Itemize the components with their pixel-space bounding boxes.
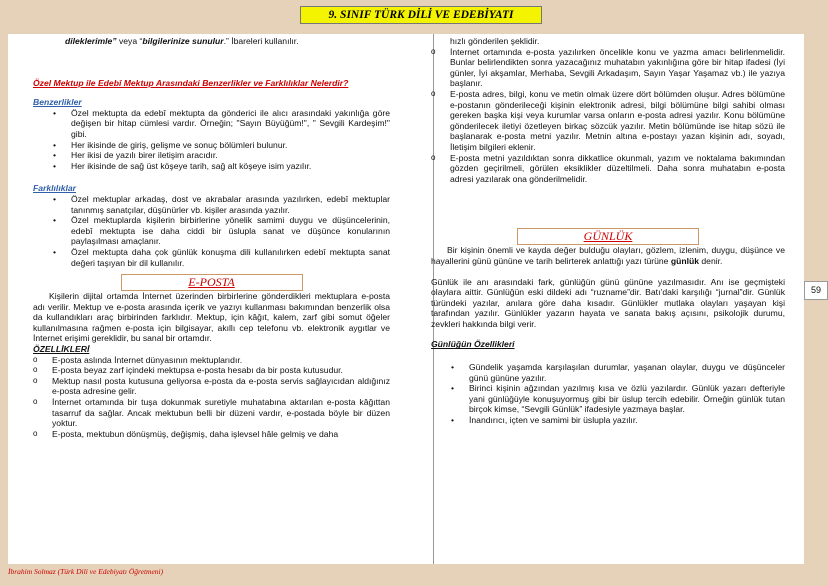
list-item: o İnternet ortamında bir tuşa dokunmak suretiyle muhatabına aktarılan e-posta kâğıttan tasarruf da sağlar. Ancak mektubun belli bir düzeni vardır, e-postada böyle bir düzen yoktur. <box>33 397 390 429</box>
gunluk-definition <box>431 245 785 266</box>
features-heading: ÖZELLİKLERİ <box>33 344 90 355</box>
list-item: • Özel mektuplarda kişilerin birbirlerine yönelik samimi duygu ve düşüncelerinin, edebî mektupta ise daha ciddi bir üslupla sanat ve düşünce konularının paylaşılması amaçlanır. <box>33 215 390 247</box>
right-column <box>431 36 785 426</box>
differences-list <box>33 194 390 268</box>
list-item: o E-posta metni yazıldıktan sonra dikkatlice okunmalı, yazım ve noktalama bakımından gözden geçirilmeli, görülen eksiklikler düzeltilmeli. Daha sonra muhatabın e-posta adresi yazılarak ona gönderilmelidir. <box>431 153 785 185</box>
list-item: o E-posta beyaz zarf içindeki mektupsa e-posta hesabı da bir posta kutusudur. <box>33 365 390 376</box>
closing-phrase-connector: veya “ <box>116 36 143 46</box>
closing-phrase-1: dileklerimle” <box>65 36 117 46</box>
list-item: • Özel mektuplar arkadaş, dost ve akrabalar arasında yazılırken, edebî mektuplar tanınmış sanatçılar, düşünürler vb. kişiler arasında yazılır. <box>33 194 390 215</box>
list-item: o Mektup nasıl posta kutusuna geliyorsa e-posta da e-posta servis sağlayıcıdan aldığınız e-posta adresine gelir. <box>33 376 390 397</box>
list-item: o E-posta aslında İnternet dünyasının mektuplarıdır. <box>33 355 390 366</box>
similarities-heading: Benzerlikler <box>33 97 82 108</box>
list-item: • İnandırıcı, içten ve samimi bir üslupla yazılır. <box>431 415 785 426</box>
eposta-features-continued <box>431 47 785 185</box>
list-item: • Her ikisinde de giriş, gelişme ve sonuç bölümleri bulunur. <box>33 140 390 151</box>
page-header <box>0 0 828 30</box>
footer-author: İbrahim Solmaz (Türk Dili ve Edebiyatı Öğretmeni) <box>8 567 164 576</box>
list-item: o E-posta, mektubun dönüşmüş, değişmiş, daha işlevsel hâle gelmiş ve daha <box>33 429 390 440</box>
list-item: • Gündelik yaşamda karşılaşılan durumlar, yaşanan olaylar, duygu ve düşünceler günü gününe yazılır. <box>431 362 785 383</box>
course-title: 9. SINIF TÜRK DİLİ VE EDEBİYATI <box>300 6 542 24</box>
continued-line: hızlı gönderilen şeklidir. <box>450 36 540 46</box>
list-item: o İnternet ortamında e-posta yazılırken öncelikle konu ve yazma amacı belirlenmelidir. Bunlar belirlendikten sonra yazacağınız muhatabın yakınlığına göre bir hitap ifadesi (İyi günler, İyi akşamlar, Merhaba, Sevgili Arkadaşım, Sayın Yaşar Yaşamaz vb.) ile yazıya başlanır. <box>431 47 785 89</box>
eposta-features-list <box>33 355 390 440</box>
closing-phrases-line <box>65 36 390 47</box>
closing-phrase-2: bilgilerinize sunulur <box>142 36 224 46</box>
eposta-title: E-POSTA <box>121 274 303 291</box>
closing-phrase-end: .” İbareleri kullanılır. <box>223 36 299 46</box>
similarities-list <box>33 108 390 172</box>
gunluk-paragraph: Günlük ile anı arasındaki fark, günlüğün günü gününe yazılmasıdır. Anı ise geçmişteki olaylara aittir. Günlüğün eski dildeki adı “ruzname”dir. Batı’daki karşılığı “jurnal”dir. Günlük türündeki yazılar, anılara göre daha kısadır. Günlükler mutlaka olayları yaşayan kişi tarafından yazılır. Günlükler yazarın hayata ve sanata bakış açısını, psikolojik durumu, zevkleri hakkında bilgi verir. <box>431 276 785 329</box>
left-column <box>33 36 390 439</box>
gunluk-features-list <box>431 362 785 426</box>
gunluk-definition-end: denir. <box>699 255 723 266</box>
list-item: o E-posta adres, bilgi, konu ve metin olmak üzere dört bölümden oluşur. Adres bölümüne e-postanın gönderileceği kişinin elektronik adresi, bilgi bölümüne bilgi sahibi olması gereken başka kişi veya kurumlar varsa onların e-posta adresi yazılır. Konu bölümüne gönderilecek iletiyi özetleyen birkaç sözcük yazılır. Metin bölümünde ise hitap sözü ile başlanarak e-posta metni yazılır. Metnin altına e-postayı yazan kişinin adı, soyadı, İletişim bilgileri eklenir. <box>431 89 785 153</box>
gunluk-definition-text: Bir kişinin önemli ve kayda değer bulduğu olayları, gözlem, izlenim, duygu, düşünce ve hayallerini günü gününe ve tarih belirterek anlattığı yazı türüne <box>431 245 785 266</box>
page-number: 59 <box>804 281 828 300</box>
gunluk-features-heading: Günlüğün Özellikleri <box>431 339 515 350</box>
eposta-paragraph: Kişilerin dijital ortamda İnternet üzerinden birbirlerine gönderdikleri mektuplara e-posta adı verilir. Mektup ve e-posta arasında içerik ve yazıyı kullanması bakımından benzerlik olsa da kullandıkları araç birbirinden farklıdır. Mektup, için kâğıt, kalem, zarf gibi somut öğeler kullanılmasına rağmen e-posta için bilgisayar, akıllı cep telefonu vb. elektronik aygıtlar ve İnternet erişimi gereklidir, bu sanal bir ortamdır. <box>33 291 390 344</box>
comparison-heading: Özel Mektup ile Edebî Mektup Arasındaki Benzerlikler ve Farklılıklar Nelerdir? <box>33 77 349 88</box>
gunluk-term: günlük <box>670 255 699 266</box>
list-item: • Her ikisinde de sağ üst köşeye tarih, sağ alt köşeye isim yazılır. <box>33 161 390 172</box>
list-item: • Özel mektupta da edebî mektupta da gönderici ile alıcı arasındaki yakınlığa göre değişen bir hitap cümlesi vardır. Örneğin; "Sayın Büyüğüm!", " Sevgili Kardeşim!" gibi. <box>33 108 390 140</box>
list-item: • Özel mektupta daha çok günlük konuşma dili kullanılırken edebî mektupta sanat değeri taşıyan bir dil kullanılır. <box>33 247 390 268</box>
list-item: • Birinci kişinin ağzından yazılmış kısa ve özlü yazılardır. Günlük yazarı defteriyle yani günlüğüyle konuşuyormuş gibi bir üslup tercih edebilir. Örneğin günlük tutan birçok kimse, “Sevgili Günlük” ifadesiyle yazmaya başlar. <box>431 383 785 415</box>
list-item: • Her ikisi de yazılı birer iletişim aracıdır. <box>33 150 390 161</box>
differences-heading: Farklılıklar <box>33 183 76 194</box>
gunluk-title: GÜNLÜK <box>517 228 699 245</box>
